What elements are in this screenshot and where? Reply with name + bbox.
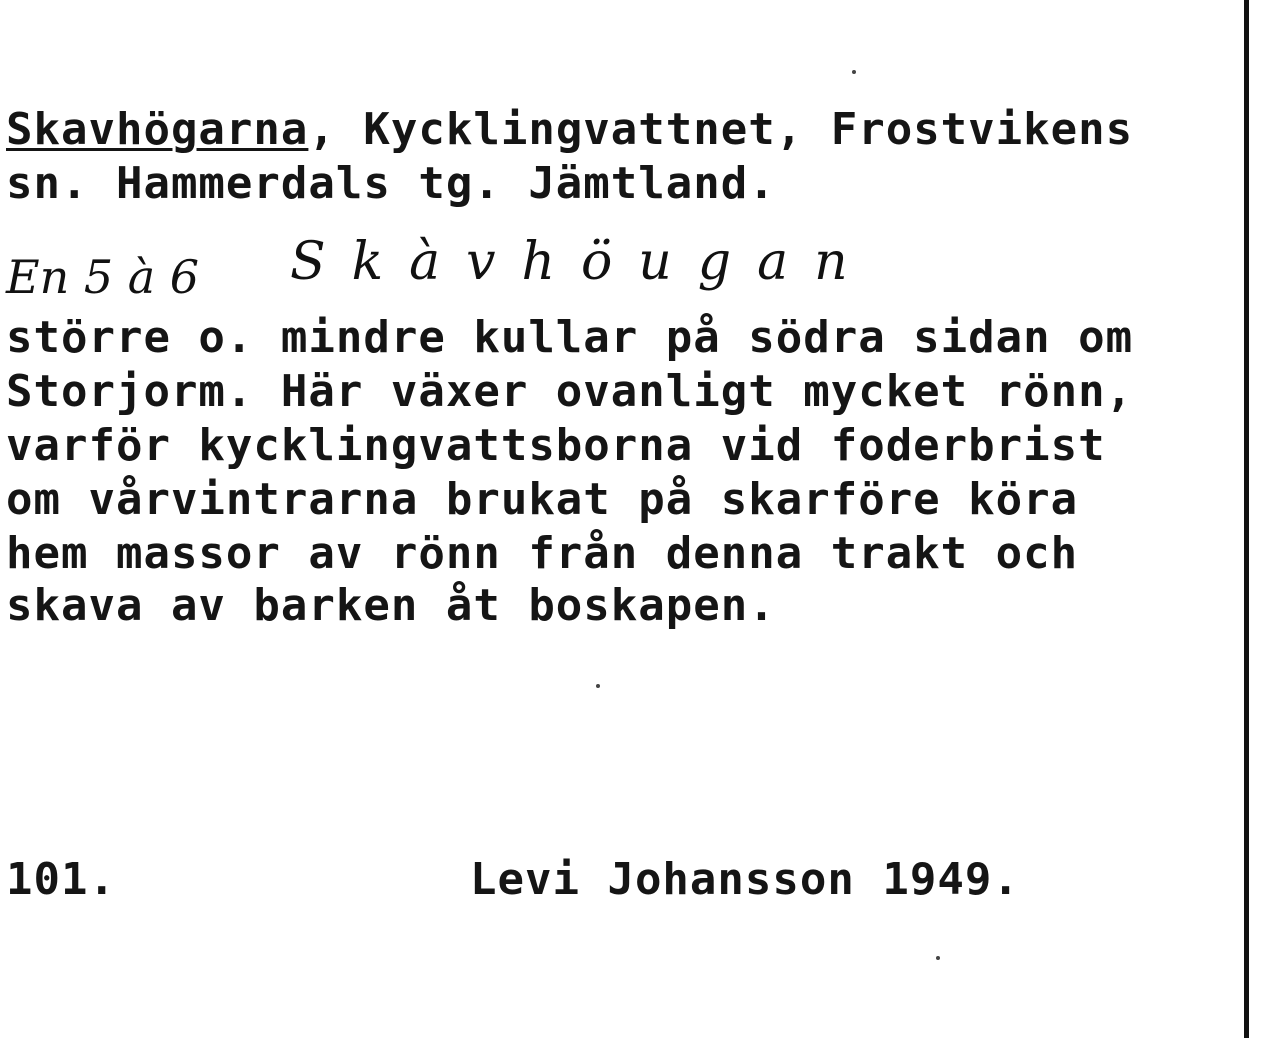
card-number: 101. [6, 854, 116, 905]
handwritten-dialect-form: Skàvhöugan [290, 232, 874, 292]
heading-line [6, 104, 1134, 155]
body-line: om vårvintrarna brukat på skarföre köra [6, 474, 1079, 525]
parish-line: sn. Hammerdals tg. Jämtland. [6, 158, 776, 209]
body-line: större o. mindre kullar på södra sidan om [6, 312, 1134, 363]
body-line: Storjorm. Här växer ovanligt mycket rönn, [6, 366, 1134, 417]
collector-signature: Levi Johansson 1949. [470, 854, 1020, 905]
body-line: hem massor av rönn från denna trakt och [6, 528, 1079, 579]
place-name: Skavhögarna [6, 104, 309, 155]
body-line: skava av barken åt boskapen. [6, 580, 776, 631]
dust-speck [852, 70, 856, 74]
dust-speck [596, 684, 600, 688]
dust-speck [936, 956, 940, 960]
card-edge-line [1244, 0, 1249, 1038]
body-line: varför kycklingvattsborna vid foderbrist [6, 420, 1106, 471]
handwritten-prefix: En 5 à 6 [6, 250, 200, 304]
place-location: , Kycklingvattnet, Frostvikens [308, 104, 1134, 155]
